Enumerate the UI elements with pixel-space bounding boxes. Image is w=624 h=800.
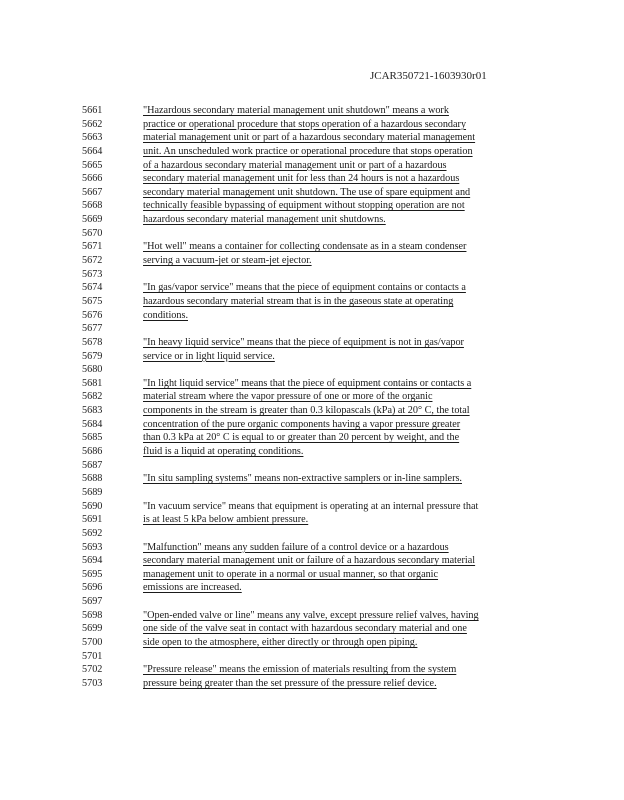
- line-number: 5701: [82, 650, 103, 662]
- text-line: [0, 213, 624, 227]
- text-line: [0, 431, 624, 445]
- line-text: "In vacuum service" means that equipment is operating at an internal pressure that: [143, 500, 479, 512]
- line-text: "In situ sampling systems" means non-extractive samplers or in-line samplers.: [143, 473, 462, 485]
- line-number: 5693: [82, 541, 103, 553]
- line-number: 5690: [82, 500, 103, 512]
- line-text: conditions.: [143, 309, 188, 321]
- text-line: [0, 445, 624, 459]
- line-text: "In gas/vapor service" means that the piece of equipment contains or contacts a: [143, 282, 466, 294]
- text-line: [0, 281, 624, 295]
- line-number: 5674: [82, 282, 103, 294]
- line-text: one side of the valve seat in contact with hazardous secondary material and one: [143, 623, 467, 635]
- line-number: 5661: [82, 105, 103, 116]
- line-text: secondary material management unit for less than 24 hours is not a hazardous: [143, 173, 460, 185]
- line-text: secondary material management unit or failure of a hazardous secondary material: [143, 555, 476, 567]
- line-number: 5696: [82, 582, 103, 594]
- line-text: "In light liquid service" means that the piece of equipment contains or contacts a: [143, 377, 472, 389]
- line-text: management unit to operate in a normal or usual manner, so that organic: [143, 568, 439, 580]
- line-text: hazardous secondary material stream that is in the gaseous state at operating: [143, 295, 454, 307]
- line-number: 5700: [82, 636, 103, 648]
- text-line: [0, 581, 624, 595]
- text-line: [0, 527, 624, 541]
- text-line: [0, 199, 624, 213]
- text-line: [0, 404, 624, 418]
- line-text: unit. An unscheduled work practice or operational procedure that stops operation: [143, 145, 473, 157]
- line-number: 5683: [82, 405, 103, 417]
- text-line: [0, 609, 624, 623]
- text-line: [0, 131, 624, 145]
- text-line: [0, 118, 624, 132]
- text-line: [0, 677, 624, 691]
- line-text: practice or operational procedure that stops operation of a hazardous secondary: [143, 118, 467, 130]
- text-line: [0, 472, 624, 486]
- line-text: emissions are increased.: [143, 582, 242, 594]
- line-number: 5685: [82, 432, 103, 444]
- text-line: [0, 513, 624, 527]
- text-line: [0, 622, 624, 636]
- text-line: [0, 568, 624, 582]
- text-line: [0, 309, 624, 323]
- line-number: 5663: [82, 132, 103, 144]
- line-text: is at least 5 kPa below ambient pressure.: [143, 514, 309, 526]
- line-text: serving a vacuum-jet or steam-jet ejector.: [143, 255, 312, 267]
- line-number: 5681: [82, 377, 103, 389]
- line-number: 5695: [82, 568, 103, 580]
- line-text: "Hot well" means a container for collecting condensate as in a steam condenser: [143, 241, 467, 253]
- line-text: pressure being greater than the set pressure of the pressure relief device.: [143, 677, 437, 689]
- line-number: 5697: [82, 596, 103, 608]
- line-number: 5689: [82, 486, 103, 498]
- line-number: 5699: [82, 623, 103, 635]
- line-text: material management unit or part of a hazardous secondary material management: [143, 132, 476, 144]
- line-text: fluid is a liquid at operating conditions.: [143, 446, 304, 458]
- line-text: "Pressure release" means the emission of materials resulting from the system: [143, 664, 457, 676]
- line-number: 5667: [82, 186, 103, 198]
- text-line: [0, 186, 624, 200]
- text-line: [0, 500, 624, 514]
- line-number: 5691: [82, 514, 103, 526]
- document-body: [0, 104, 624, 691]
- text-line: [0, 486, 624, 500]
- line-text: hazardous secondary material management unit shutdowns.: [143, 214, 386, 226]
- line-text: than 0.3 kPa at 20° C is equal to or greater than 20 percent by weight, and the: [143, 432, 460, 444]
- line-number: 5675: [82, 295, 103, 307]
- text-line: [0, 336, 624, 350]
- line-number: 5703: [82, 677, 103, 689]
- line-number: 5670: [82, 227, 103, 239]
- text-line: [0, 541, 624, 555]
- line-text: service or in light liquid service.: [143, 350, 275, 362]
- line-number: 5686: [82, 446, 103, 458]
- line-number: 5664: [82, 145, 103, 157]
- document-id: JCAR350721-1603930r01: [370, 70, 487, 82]
- text-line: [0, 363, 624, 377]
- line-number: 5688: [82, 473, 103, 485]
- line-number: 5680: [82, 364, 103, 376]
- line-text: of a hazardous secondary material management unit or part of a hazardous: [143, 159, 447, 171]
- text-line: [0, 104, 624, 118]
- line-number: 5702: [82, 664, 103, 676]
- line-text: secondary material management unit shutdown. The use of spare equipment and: [143, 186, 471, 198]
- text-line: [0, 159, 624, 173]
- line-number: 5677: [82, 323, 103, 335]
- line-number: 5687: [82, 459, 103, 471]
- line-text: "Open-ended valve or line" means any valve, except pressure relief valves, having: [143, 609, 479, 621]
- text-line: [0, 554, 624, 568]
- text-line: [0, 650, 624, 664]
- line-number: 5666: [82, 173, 103, 185]
- line-number: 5676: [82, 309, 103, 321]
- text-line: [0, 145, 624, 159]
- line-number: 5692: [82, 527, 103, 539]
- text-line: [0, 350, 624, 364]
- line-number: 5682: [82, 391, 103, 403]
- line-text: technically feasible bypassing of equipment without stopping operation are not: [143, 200, 465, 212]
- text-line: [0, 172, 624, 186]
- text-line: [0, 227, 624, 241]
- text-line: [0, 240, 624, 254]
- line-number: 5673: [82, 268, 103, 280]
- line-number: 5668: [82, 200, 103, 212]
- line-text: material stream where the vapor pressure of one or more of the organic: [143, 391, 433, 403]
- text-line: [0, 377, 624, 391]
- line-text: components in the stream is greater than 0.3 kilopascals (kPa) at 20° C, the total: [143, 405, 470, 417]
- line-text: side open to the atmosphere, either directly or through open piping.: [143, 636, 418, 648]
- line-text: concentration of the pure organic components having a vapor pressure greater: [143, 418, 461, 430]
- line-number: 5678: [82, 336, 103, 348]
- line-number: 5698: [82, 609, 103, 621]
- line-text: "Malfunction" means any sudden failure of a control device or a hazardous: [143, 541, 449, 553]
- line-number: 5694: [82, 555, 103, 567]
- line-number: 5684: [82, 418, 103, 430]
- text-line: [0, 322, 624, 336]
- line-number: 5665: [82, 159, 103, 171]
- line-number: 5669: [82, 214, 103, 226]
- text-line: [0, 595, 624, 609]
- text-line: [0, 636, 624, 650]
- text-line: [0, 663, 624, 677]
- text-line: [0, 268, 624, 282]
- line-number: 5679: [82, 350, 103, 362]
- line-number: 5671: [82, 241, 103, 253]
- text-line: [0, 418, 624, 432]
- line-number: 5672: [82, 255, 103, 267]
- line-text: "In heavy liquid service" means that the piece of equipment is not in gas/vapor: [143, 336, 464, 348]
- text-line: [0, 254, 624, 268]
- text-line: [0, 459, 624, 473]
- text-line: [0, 390, 624, 404]
- text-line: [0, 295, 624, 309]
- line-number: 5662: [82, 118, 103, 130]
- line-text: "Hazardous secondary material management unit shutdown" means a work: [143, 105, 449, 116]
